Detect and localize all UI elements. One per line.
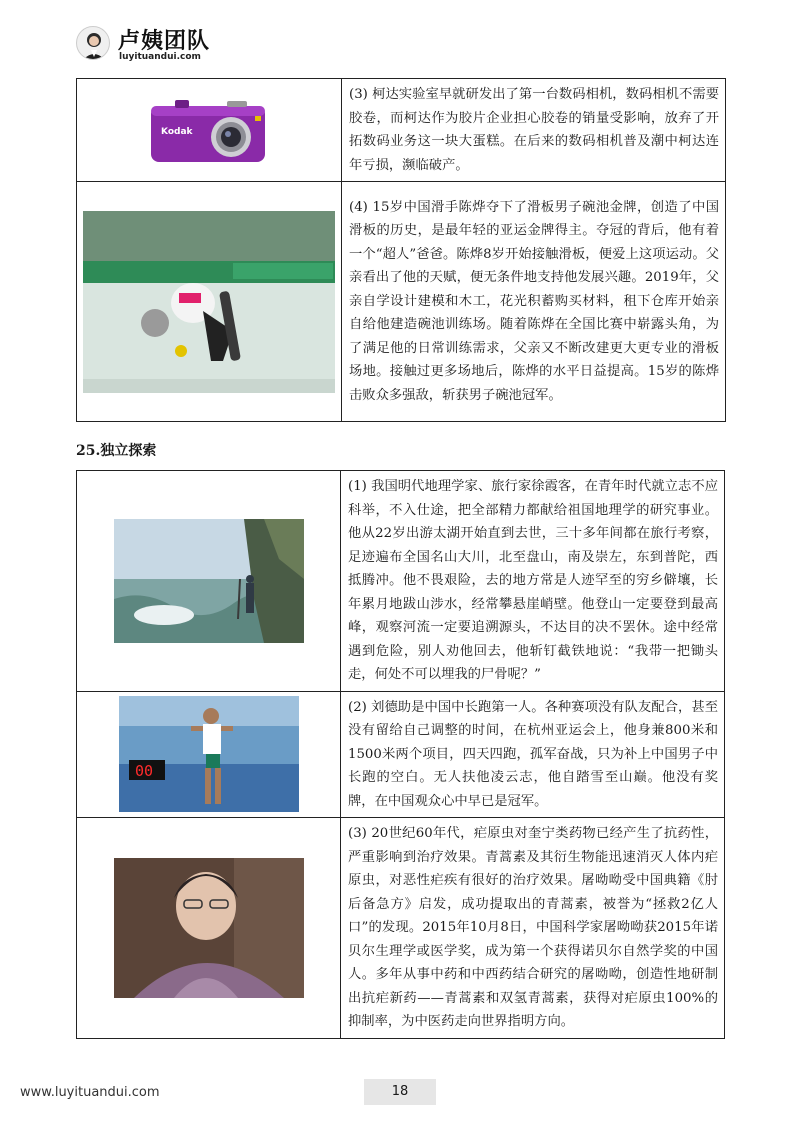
- table-row: [77, 79, 726, 182]
- camera-image: [147, 94, 271, 166]
- table-row: [77, 182, 726, 422]
- footer-url[interactable]: www.luyituandui.com: [20, 1085, 160, 1100]
- image-cell: [77, 818, 341, 1039]
- brand-name: 卢姨团队: [118, 29, 211, 54]
- image-cell: [77, 79, 342, 182]
- story-table-1: [76, 78, 726, 422]
- table-row: [77, 471, 725, 692]
- story-table-2: [76, 470, 725, 1039]
- page-number: 18: [364, 1079, 436, 1105]
- skateboarder-image: [83, 211, 335, 393]
- story-text: (1) 我国明代地理学家、旅行家徐霞客，在青年时代就立志不应科举，不入仕途，把全部精力都献给祖国地理学的研究事业。他从22岁出游太湖开始直到去世，三十多年间都在旅行考察，足迹遍布全国名山大川，北至盘山，南及崇左，东到普陀，西抵腾冲。他不畏艰险，去的地方常是人迹罕至的穷乡僻壤，长年累月地跋山涉水，经常攀悬崖峭壁。他登山一定要登到最高峰，观察河流一定要追溯源头，不达目的决不罢休。途中经常遇到危险，别人劝他回去，他斩钉截铁地说：“我带一把锄头走，何处不可以埋我的尸骨呢？”: [341, 471, 725, 692]
- runner-image: [119, 696, 299, 812]
- image-cell: [77, 691, 341, 818]
- brand-url: luyituandui.com: [119, 52, 201, 62]
- brand-header: [76, 22, 376, 66]
- table-row: [77, 691, 725, 818]
- story-text: (3) 20世纪60年代，疟原虫对奎宁类药物已经产生了抗药性，严重影响到治疗效果。青蒿素及其衍生物能迅速消灭人体内疟原虫，对恶性疟疾有很好的治疗效果。屠呦呦受中国典籍《肘后备急方》启发，成功提取出的青蒿素，被誉为“拯救2亿人口”的发现。2015年10月8日，中国科学家屠呦呦获2015年诺贝尔生理学或医学奖，成为第一个获得诺贝尔自然学奖的中国人。多年从事中药和中西药结合研究的屠呦呦，创造性地研制出抗疟新药——青蒿素和双氢青蒿素，获得对疟原虫100%的抑制率，为中医药走向世界指明方向。: [341, 818, 725, 1039]
- story-text: (3) 柯达实验室早就研发出了第一台数码相机，数码相机不需要胶卷，而柯达作为胶片企业担心胶卷的销量受影响，放弃了开拓数码业务这一块大蛋糕。在后来的数码相机普及潮中柯达连年亏损，濒临破产。: [342, 79, 726, 182]
- image-cell: [77, 471, 341, 692]
- table-row: [77, 818, 725, 1039]
- avatar: [76, 26, 110, 60]
- section-title: 25.独立探索: [76, 443, 157, 459]
- scoreboard-digits: 00: [134, 762, 153, 781]
- image-cell: [77, 182, 342, 422]
- scientist-image: [114, 858, 304, 998]
- kodak-label: Kodak: [161, 127, 193, 137]
- story-text: (4) 15岁中国滑手陈烨夺下了滑板男子碗池金牌，创造了中国滑板的历史，是最年轻的亚运金牌得主。夺冠的背后，他有着一个“超人”爸爸。陈烨8岁开始接触滑板，便爱上这项运动。父亲看出了他的天赋，便无条件地支持他发展兴趣。2019年，父亲自学设计建模和木工，花光积蓄购买材料，租下仓库开始亲自给他建造碗池训练场。随着陈烨在全国比赛中崭露头角，为了满足他的日常训练需求，父亲又不断改建更大更专业的滑板场地。接触过更多场地后，陈烨的水平日益提高。15岁的陈烨击败众多强敌，斩获男子碗池冠军。: [342, 182, 726, 422]
- traveler-cliff-image: [114, 519, 304, 643]
- story-text: (2) 刘德助是中国中长跑第一人。各种赛项没有队友配合，甚至没有留给自己调整的时间，在杭州亚运会上，他身兼800米和1500米两个项目，四天四跑，孤军奋战，只为补上中国男子中长跑的空白。无人扶他凌云志，他自踏雪至山巅。他没有奖牌，在中国观众心中早已是冠军。: [341, 691, 725, 818]
